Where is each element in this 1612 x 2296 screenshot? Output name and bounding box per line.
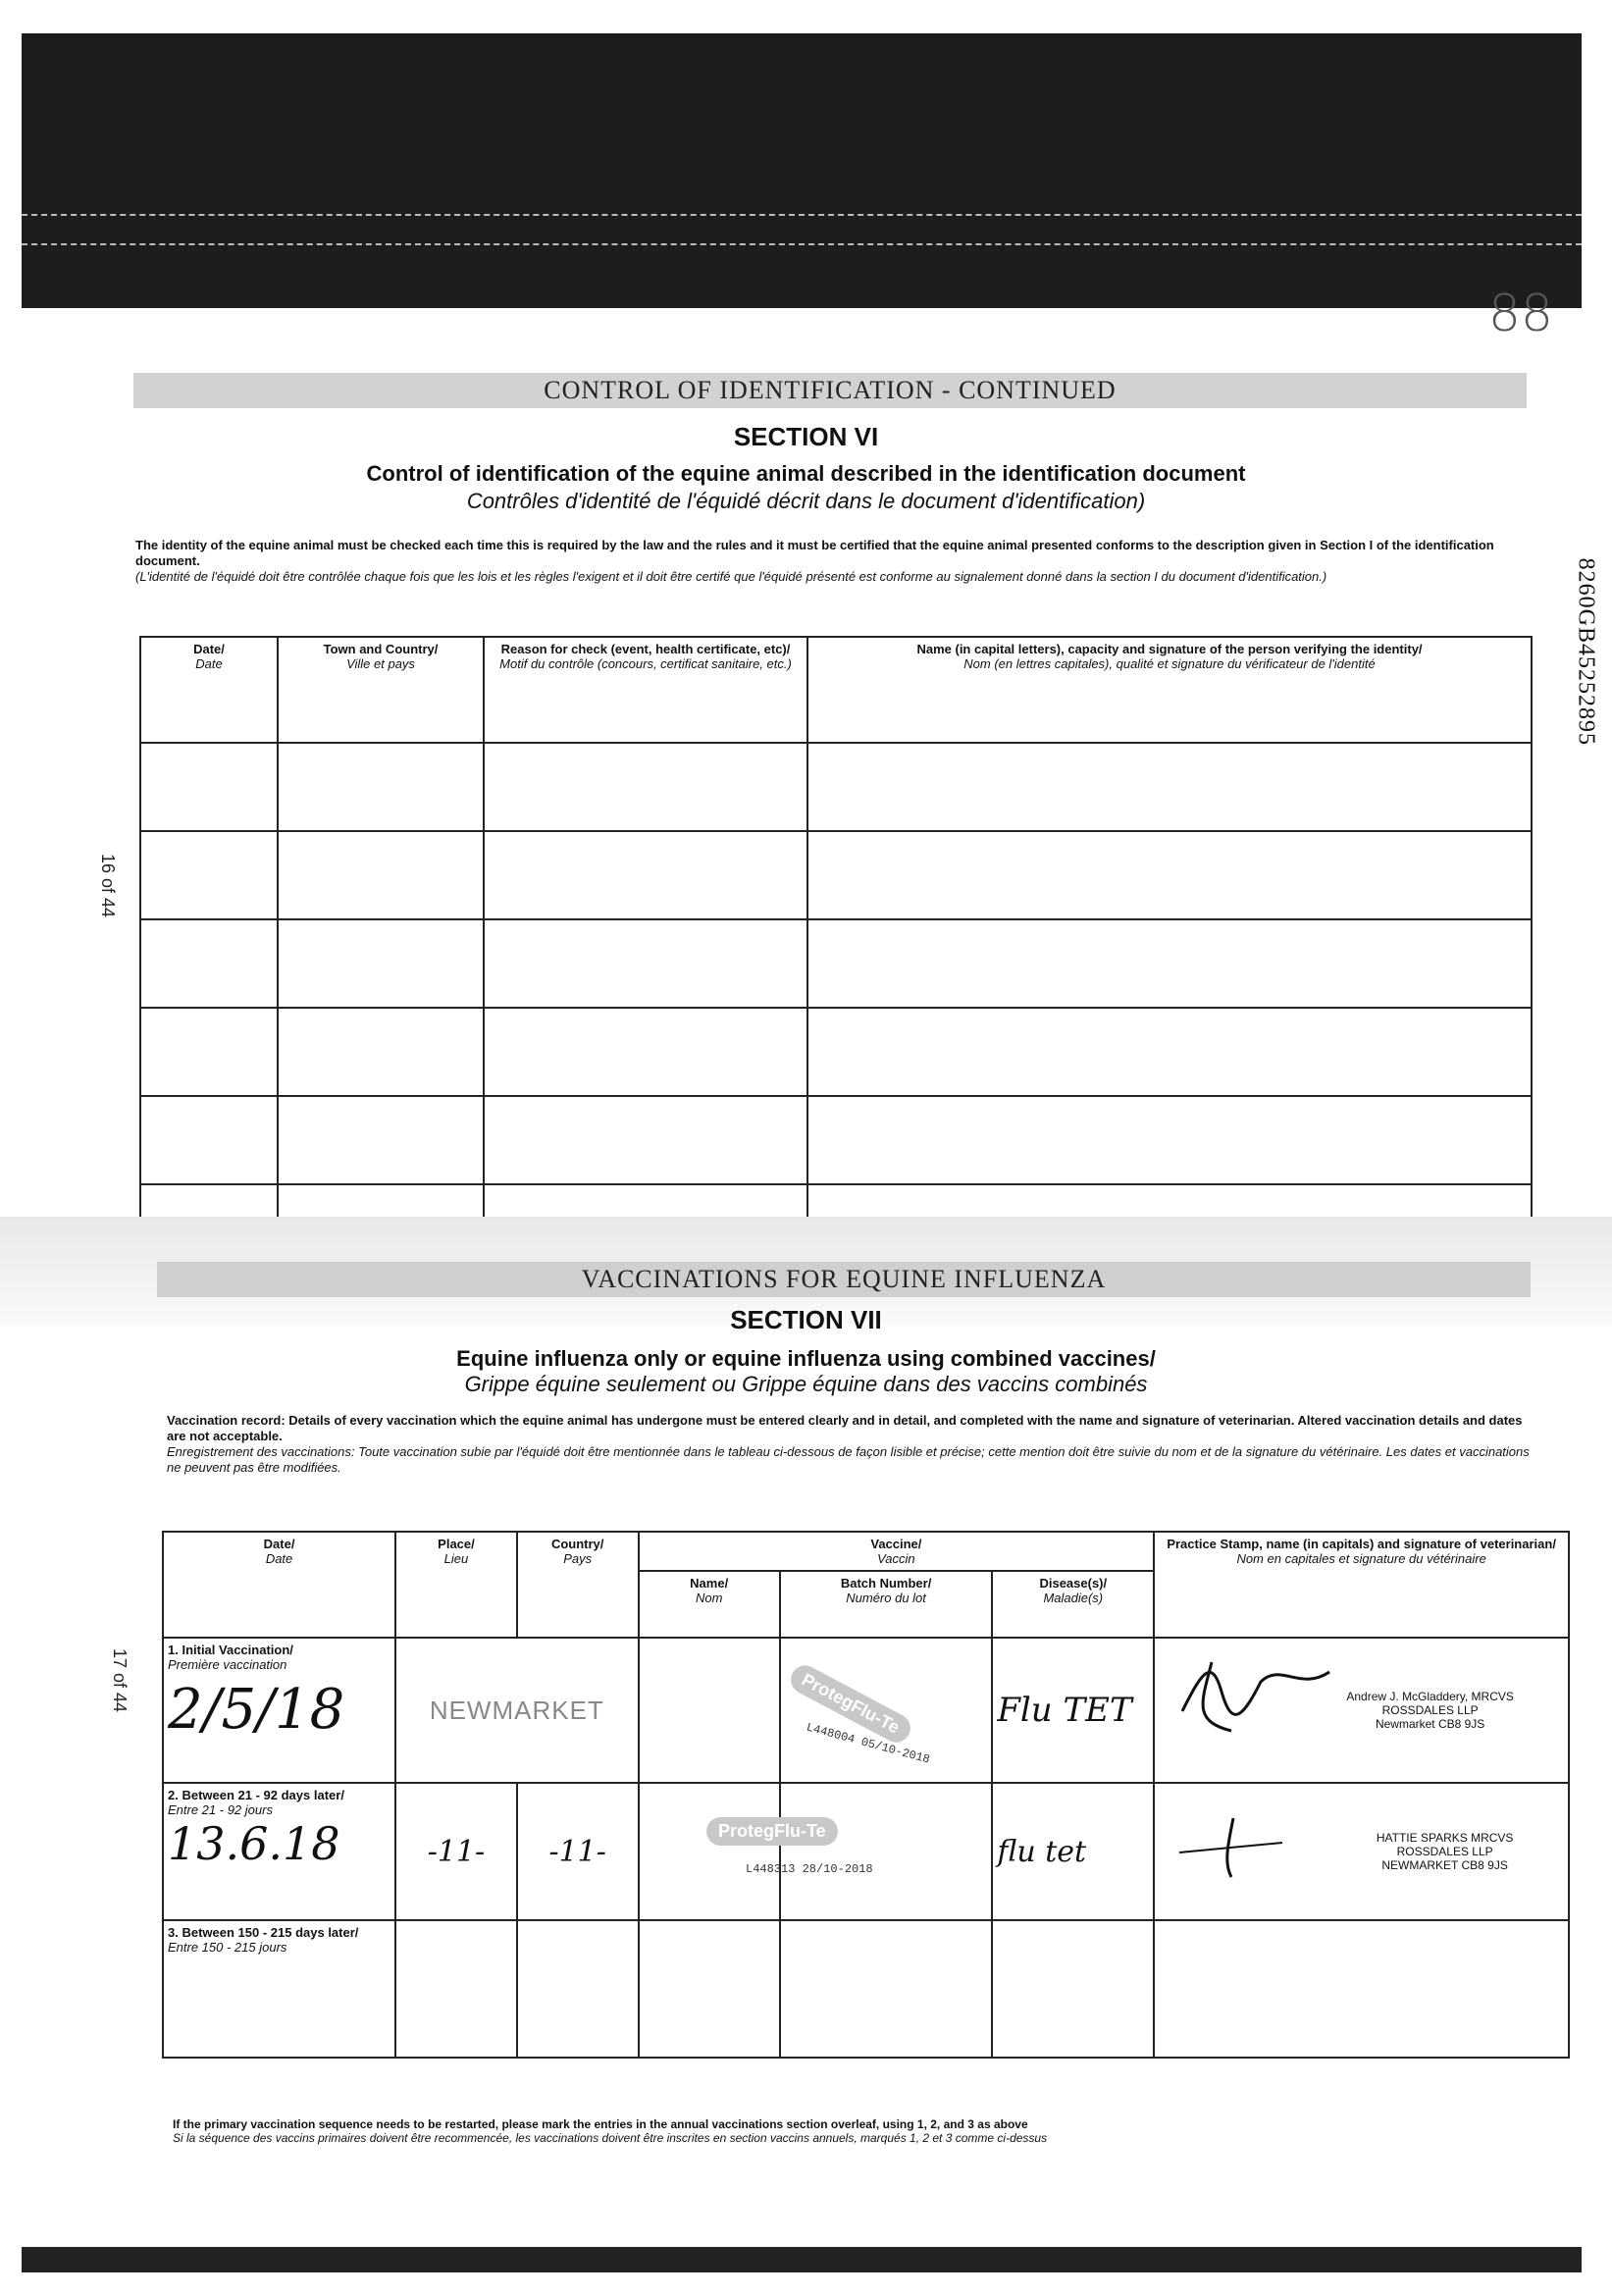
binding-stitch xyxy=(22,214,1582,216)
disease-cell[interactable] xyxy=(992,1638,1154,1783)
table-cell[interactable] xyxy=(140,831,278,919)
vaccine-sticker-2: ProtegFlu-Te xyxy=(706,1817,838,1846)
disease-cell[interactable] xyxy=(992,1783,1154,1920)
date-cell[interactable]: 2. Between 21 - 92 days later/ Entre 21 - 92 jours 13.6.18 xyxy=(163,1783,395,1920)
section6-intro-fr: (L'identité de l'équidé doit être contrôlée chaque fois que les lois et les règles l'exigent et il doit être certifé que l'équidé présenté est conforme au signalement donné dans la section I du document d'identification.) xyxy=(135,569,1327,584)
table-cell[interactable] xyxy=(278,831,484,919)
col-place-header: Place/ Lieu xyxy=(395,1532,517,1638)
vet-location: Newmarket CB8 9JS xyxy=(1375,1717,1485,1731)
handwritten-place: -11- xyxy=(427,1834,486,1869)
handwritten-date: 13.6.18 xyxy=(168,1817,340,1870)
section6-subtitle-en: Control of identification of the equine animal described in the identification document xyxy=(366,461,1246,486)
table-cell[interactable] xyxy=(807,919,1532,1008)
vaccination-row-2 xyxy=(163,1783,1569,1920)
vet-signature-2 xyxy=(1174,1813,1292,1882)
section7-intro xyxy=(167,1413,1540,1476)
vaccine-sticker-1: ProtegFlu-Te xyxy=(786,1660,915,1747)
country-cell[interactable] xyxy=(517,1783,639,1920)
scanner-binding-band xyxy=(22,33,1582,308)
section6-banner: CONTROL OF IDENTIFICATION - CONTINUED xyxy=(133,373,1527,408)
table-cell[interactable] xyxy=(807,743,1532,831)
table-cell[interactable] xyxy=(484,919,807,1008)
vet-name: Andrew J. McGladdery, MRCVS xyxy=(1346,1690,1514,1703)
vet-practice: ROSSDALES LLP xyxy=(1381,1703,1479,1717)
col-name-header: Name/ Nom xyxy=(639,1571,780,1638)
date-cell[interactable]: 3. Between 150 - 215 days later/ Entre 150 - 215 jours xyxy=(163,1920,395,2058)
vaccine-name-cell[interactable] xyxy=(639,1920,780,2058)
vet-practice: ROSSDALES LLP xyxy=(1396,1845,1493,1858)
vaccination-row-3 xyxy=(163,1920,1569,2058)
section6-intro xyxy=(135,538,1529,585)
section7-subtitle-en: Equine influenza only or equine influenza using combined vaccines/ xyxy=(456,1346,1156,1371)
side-page-number-lower: 17 of 44 xyxy=(110,1648,130,1713)
identity-check-table xyxy=(139,636,1533,1244)
handwritten-disease: flu tet xyxy=(997,1834,1087,1869)
col-vaccine-header: Vaccine/ Vaccin xyxy=(639,1532,1155,1571)
table-row xyxy=(140,1008,1532,1096)
vaccination-table xyxy=(162,1531,1570,2059)
vaccine-name-cell[interactable] xyxy=(639,1783,780,1920)
scanner-bottom-band xyxy=(22,2247,1582,2272)
table-row xyxy=(140,919,1532,1008)
document-code: 8260GB45252895 xyxy=(1573,557,1598,746)
batch-cell[interactable] xyxy=(780,1920,992,2058)
section6-title: SECTION VI xyxy=(733,422,879,451)
table-cell[interactable] xyxy=(807,1096,1532,1184)
col-town-header: Town and Country/ Ville et pays xyxy=(278,637,484,743)
country-cell[interactable] xyxy=(517,1920,639,2058)
batch-number-1: L448004 05/10-2018 xyxy=(805,1720,932,1767)
table-cell[interactable] xyxy=(807,1008,1532,1096)
vet-stamp-cell[interactable] xyxy=(1154,1920,1569,2058)
col-reason-header: Reason for check (event, health certificate, etc)/ Motif du contrôle (concours, certificat sanitaire, etc.) xyxy=(484,637,807,743)
place-stamp: NEWMARKET xyxy=(429,1695,604,1725)
col-batch-header: Batch Number/ Numéro du lot xyxy=(780,1571,992,1638)
disease-cell[interactable] xyxy=(992,1920,1154,2058)
table-cell[interactable] xyxy=(278,1096,484,1184)
section7-title: SECTION VII xyxy=(730,1305,882,1334)
handwritten-date: 2/5/18 xyxy=(168,1678,345,1742)
table-row xyxy=(140,831,1532,919)
vet-signature-1 xyxy=(1172,1652,1339,1741)
table-cell[interactable] xyxy=(484,743,807,831)
vet-location: NEWMARKET CB8 9JS xyxy=(1381,1858,1508,1872)
table-cell[interactable] xyxy=(278,1008,484,1096)
place-cell[interactable] xyxy=(395,1920,517,2058)
col-date-header: Date/ Date xyxy=(163,1532,395,1638)
section7-intro-fr: Enregistrement des vaccinations: Toute vaccination subie par l'équidé doit être mentionnée dans le tableau ci-dessous de façon lisible et précise; cette mention doit être suivie du nom et de la signature du vétérinaire. Les dates et vaccinations ne peuvent pas être modifiées. xyxy=(167,1444,1530,1475)
table-cell[interactable] xyxy=(140,1096,278,1184)
table-row xyxy=(140,1096,1532,1184)
footnote-fr: Si la séquence des vaccins primaires doivent être recommencée, les vaccinations doivent être inscrites en section vaccins annuels, marqués 1, 2 et 3 comme ci-dessus xyxy=(173,2131,1048,2145)
handwritten-disease: Flu TET xyxy=(997,1691,1132,1730)
col-verifier-header: Name (in capital letters), capacity and signature of the person verifying the identity/ Nom (en lettres capitales), qualité et signature du vérificateur de l'identité xyxy=(807,637,1532,743)
batch-number-2: L448313 28/10-2018 xyxy=(746,1862,873,1876)
vaccine-name-cell[interactable] xyxy=(639,1638,780,1783)
date-cell[interactable]: 1. Initial Vaccination/ Première vaccination 2/5/18 xyxy=(163,1638,395,1783)
footnote-en: If the primary vaccination sequence needs to be restarted, please mark the entries in the annual vaccinations section overleaf, using 1, 2, and 3 as above xyxy=(173,2117,1028,2131)
handwritten-country: -11- xyxy=(548,1834,606,1869)
table-cell[interactable] xyxy=(140,743,278,831)
section6-intro-en: The identity of the equine animal must be checked each time this is required by the law and the rules and it must be certified that the equine animal presented conforms to the description given in Section I of the identification document. xyxy=(135,538,1494,568)
section7-intro-en: Vaccination record: Details of every vaccination which the equine animal has undergone must be entered clearly and in detail, and completed with the name and signature of veterinarian. Altered vaccination details and dates are not acceptable. xyxy=(167,1413,1523,1443)
batch-cell[interactable] xyxy=(780,1783,992,1920)
side-page-number-upper: 16 of 44 xyxy=(98,854,118,918)
vet-stamp-cell[interactable] xyxy=(1154,1638,1569,1783)
vet-name: HATTIE SPARKS MRCVS xyxy=(1376,1831,1514,1845)
section6-subtitle-fr: Contrôles d'identité de l'équidé décrit dans le document d'identification) xyxy=(466,489,1146,513)
table-cell[interactable] xyxy=(484,831,807,919)
col-practice-header: Practice Stamp, name (in capitals) and signature of veterinarian/ Nom en capitales et signature du vétérinaire xyxy=(1154,1532,1569,1638)
footnote xyxy=(173,2117,1047,2145)
page-number: 88 xyxy=(1487,285,1553,343)
table-cell[interactable] xyxy=(807,831,1532,919)
col-date-header: Date/ Date xyxy=(140,637,278,743)
col-country-header: Country/ Pays xyxy=(517,1532,639,1638)
section7-banner: VACCINATIONS FOR EQUINE INFLUENZA xyxy=(157,1262,1531,1297)
table-cell[interactable] xyxy=(140,919,278,1008)
table-row xyxy=(140,743,1532,831)
table-cell[interactable] xyxy=(484,1008,807,1096)
place-cell[interactable] xyxy=(395,1783,517,1920)
binding-stitch xyxy=(22,243,1582,245)
table-cell[interactable] xyxy=(484,1096,807,1184)
table-cell[interactable] xyxy=(278,743,484,831)
col-disease-header: Disease(s)/ Maladie(s) xyxy=(992,1571,1154,1638)
table-cell[interactable] xyxy=(278,919,484,1008)
place-stamp-cell[interactable] xyxy=(395,1638,638,1783)
table-cell[interactable] xyxy=(140,1008,278,1096)
section7-subtitle-fr: Grippe équine seulement ou Grippe équine dans des vaccins combinés xyxy=(464,1372,1148,1396)
vet-stamp-cell[interactable] xyxy=(1154,1783,1569,1920)
